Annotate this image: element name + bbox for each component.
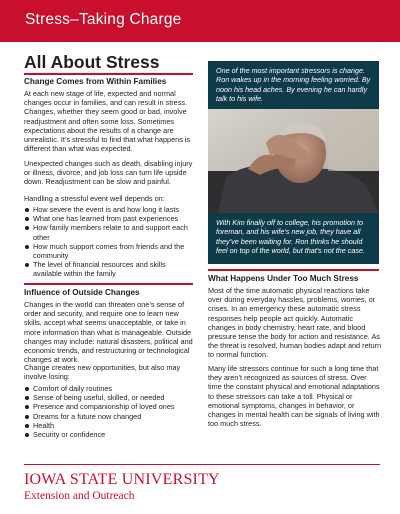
- paragraph: Unexpected changes such as death, disabling injury or illness, divorce, and job loss can turn life upside down. Readjustment can be slow and painful.: [24, 159, 193, 187]
- section-heading-outside-changes: Influence of Outside Changes: [24, 288, 140, 297]
- bullet-list: [24, 384, 196, 439]
- list-item: How family members relate to and support each other: [24, 223, 194, 241]
- paragraph: Changes in the world can threaten one’s sense of order and security, and require one to learn new skills, accept what seems unacceptable, or take in more information than what is manageable. Outside changes may include: natural disasters, political and economic trends, and restructuring or technological changes at work.: [24, 300, 193, 365]
- paragraph: Change creates new opportunities, but also may involve losing:: [24, 363, 181, 382]
- paragraph: Handling a stressful event well depends on:: [24, 194, 165, 203]
- section-rule: [208, 269, 379, 271]
- list-item: How much support comes from friends and the community: [24, 242, 194, 260]
- series-title: Stress–Taking Charge: [25, 11, 182, 28]
- list-item: Comfort of daily routines: [24, 384, 196, 393]
- section-rule: [24, 73, 193, 75]
- list-item: Presence and companionship of loved ones: [24, 402, 196, 411]
- bullet-list: [24, 205, 194, 279]
- list-item: Dreams for a future now changed: [24, 412, 196, 421]
- list-item: What one has learned from past experiences: [24, 214, 194, 223]
- caption-box-bottom: With Kim finally off to college, his promotion to foreman, and his wife’s new job, they have all they’ve been waiting for. Ron thinks he should feel on top of the world, but that’s not the case.: [208, 213, 379, 264]
- paragraph: Many life stressors continue for such a long time that they aren’t recognized as sources of stress. Over time the constant physical and emotional adaptations to these stressors can take a toll. Physical or emotional symptoms, changes in behavior, or changes in mental health can be signals of living with too much stress.: [208, 364, 380, 429]
- header-banner: [0, 0, 400, 42]
- list-item: Sense of being useful, skilled, or needed: [24, 393, 196, 402]
- stressed-man-photo: [208, 109, 379, 213]
- list-item: Health: [24, 421, 196, 430]
- section-rule: [24, 283, 193, 285]
- section-heading-change-within: Change Comes from Within Families: [24, 77, 167, 86]
- university-wordmark: IOWA STATE UNIVERSITY: [24, 471, 220, 488]
- list-item: The level of financial resources and skills available within the family: [24, 260, 194, 278]
- paragraph: Most of the time automatic physical reactions take over during everyday hassles, problems, worries, or crises. In an emergency these automatic stress responses help people act quickly. Automatic changes in body chemistry, heart rate, and blood pressure tense the body for action and resistance. As the threat is resolved, human bodies adapt and return to normal function.: [208, 286, 382, 360]
- extension-wordmark: Extension and Outreach: [24, 490, 135, 502]
- page-title: All About Stress: [24, 52, 160, 72]
- list-item: Security or confidence: [24, 430, 196, 439]
- paragraph: At each new stage of life, expected and normal changes occur in families, and can result in stress. Changes, whether they seem good or bad, involve readjustment and often some loss. Sometimes expectations about the results of a change are unrealistic. It’s stressful to find that what happens is different than what was expected.: [24, 89, 191, 154]
- list-item: How severe the event is and how long it lasts: [24, 205, 194, 214]
- footer-rule: [24, 464, 380, 465]
- photo-illustration: [208, 109, 379, 213]
- section-heading-too-much-stress: What Happens Under Too Much Stress: [208, 274, 359, 283]
- caption-box-top: One of the most important stressors is change. Ron wakes up in the morning feeling worried. By noon his head aches. By evening he can hardly talk to his wife.: [208, 61, 379, 109]
